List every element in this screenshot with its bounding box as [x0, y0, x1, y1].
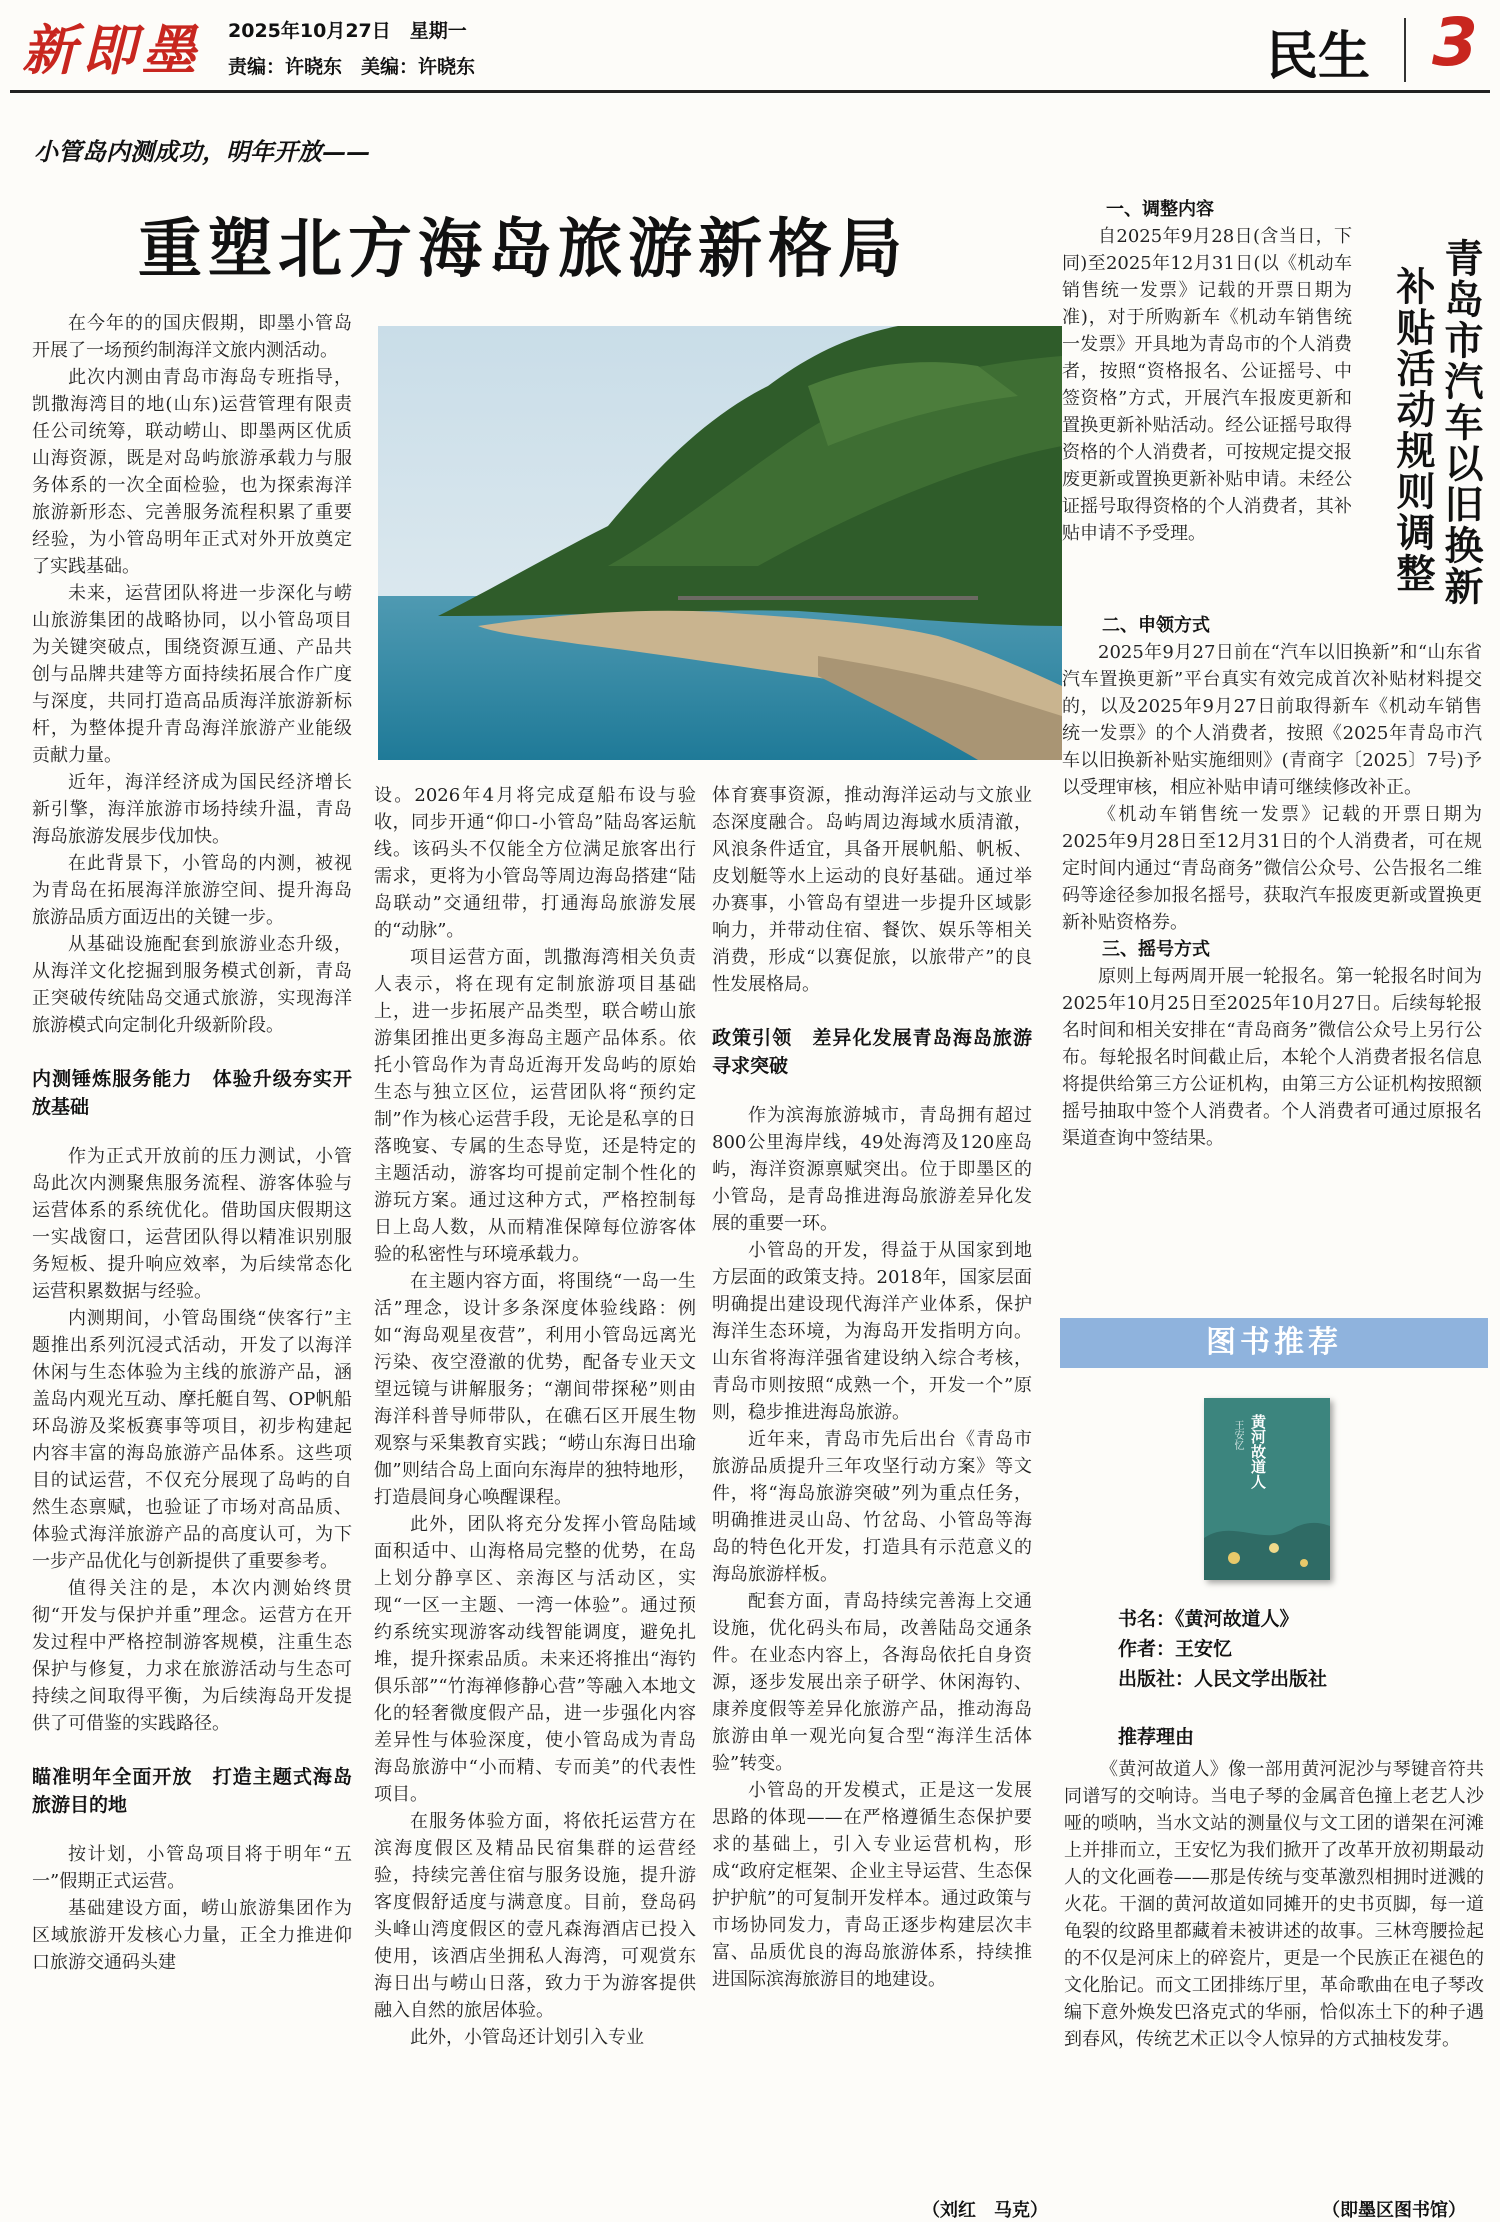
book-reason-label: 推荐理由 — [1118, 1726, 1195, 1748]
library-credit: （即墨区图书馆） — [1322, 2200, 1466, 2221]
book-author: 作者：王安忆 — [1118, 1638, 1233, 1660]
paragraph: 从基础设施配套到旅游业态升级，从海洋文化挖掘到服务模式创新，青岛正突破传统陆岛交通式旅游，实现海洋旅游模式向定制化升级新阶段。 — [32, 934, 352, 1036]
paragraph: 基础建设方面，崂山旅游集团作为区域旅游开发核心力量，正全力推进仰口旅游交通码头建 — [32, 1898, 352, 1973]
paragraph: 项目运营方面，凯撒海湾相关负责人表示，将在现有定制旅游项目基础上，进一步拓展产品类型，联合崂山旅游集团推出更多海岛主题产品体系。依托小管岛作为青岛近海开发岛屿的原始生态与独立区位，运营团队将“预约定制”作为核心运营手段，无论是私享的日落晚宴、专属的生态导览，还是特定的主题活动，游客均可提前定制个性化的游玩方案。通过这种方式，严格控制每日上岛人数，从而精准保障每位游客体验的私密性与环境承载力。 — [374, 947, 696, 1265]
masthead — [0, 0, 1500, 96]
paragraph: 近年来，青岛市先后出台《青岛市旅游品质提升三年攻坚行动方案》等文件，将“海岛旅游突破”列为重点任务，明确推进灵山岛、竹岔岛、小管岛等海岛的特色化开发，打造具有示范意义的海岛旅游样板。 — [712, 1429, 1032, 1585]
sidebar-sec1 — [1062, 196, 1352, 547]
island-photo-illustration — [378, 326, 1062, 760]
paragraph: 配套方面，青岛持续完善海上交通设施，优化码头布局，改善陆岛交通条件。在业态内容上，各海岛依托自身资源，逐步发展出亲子研学、休闲海钓、康养度假等差异化旅游产品，推动海岛旅游由单一观光向复合型“海洋生活体验”转变。 — [712, 1591, 1032, 1774]
book-recommend-banner — [1060, 1318, 1488, 1368]
article-headline: 重塑北方海岛旅游新格局 — [138, 213, 908, 287]
paragraph: 设。2026年4月将完成趸船布设与验收，同步开通“仰口-小管岛”陆岛客运航线。该码头不仅能全方位满足旅客出行需求，更将为小管岛等周边海岛搭建“陆岛联动”交通纽带，打通海岛旅游发展的“动脉”。 — [374, 785, 696, 941]
paragraph: 《黄河故道人》像一部用黄河泥沙与琴键音符共同谱写的交响诗。当电子琴的金属音色撞上老艺人沙哑的唢呐，当水文站的测量仪与文工团的谱架在河滩上并排而立，王安忆为我们掀开了改革开放初期最动人的文化画卷——那是传统与变革激烈相拥时迸溅的火花。干涸的黄河故道如同摊开的史书页脚，每一道龟裂的纹路里都藏着未被讲述的故事。三林弯腰捡起的不仅是河床上的碎瓷片，更是一个民族正在褪色的文化胎记。而文工团排练厅里，革命歌曲在电子琴改编下意外焕发巴洛克式的华丽，恰似冻土下的种子遇到春风，传统艺术正以令人惊异的方式抽枝发芽。 — [1064, 1759, 1484, 2050]
sidebar-sec-heading: 一、调整内容 — [1106, 199, 1214, 220]
book-info — [1118, 1604, 1327, 1752]
sidebar-title-line1: 青岛市汽车以旧换新 — [1438, 238, 1483, 607]
subheading: 政策引领 差异化发展青岛海岛旅游寻求突破 — [712, 1027, 1032, 1077]
paragraph: 值得关注的是，本次内测始终贯彻“开发与保护并重”理念。运营方在开发过程中严格控制游客规模，注重生态保护与修复，力求在旅游活动与生态可持续之间取得平衡，为后续海岛开发提供了可借鉴的实践路径。 — [32, 1578, 352, 1734]
subheading: 瞄准明年全面开放 打造主题式海岛旅游目的地 — [32, 1766, 352, 1816]
section-divider — [1404, 18, 1406, 82]
sidebar-sec-heading: 二、申领方式 — [1102, 615, 1210, 636]
sidebar-sec-heading: 三、摇号方式 — [1102, 939, 1210, 960]
paragraph: 《机动车销售统一发票》记载的开票日期为2025年9月28日至12月31日的个人消费者，可在规定时间内通过“青岛商务”微信公众号、公告报名二维码等途径参加报名摇号，获取汽车报废更新或置换更新补贴资格券。 — [1062, 804, 1482, 933]
article-credit: （刘红 马克） — [922, 2200, 1048, 2221]
book-cover — [1204, 1398, 1330, 1580]
book-publisher: 出版社：人民文学出版社 — [1118, 1668, 1328, 1690]
paragraph: 按计划，小管岛项目将于明年“五一”假期正式运营。 — [32, 1844, 352, 1892]
paragraph: 内测期间，小管岛围绕“侠客行”主题推出系列沉浸式活动，开发了以海洋休闲与生态体验为主线的旅游产品，涵盖岛内观光互动、摩托艇自驾、OP帆船环岛游及桨板赛事等项目，初步构建起内容丰富的海岛旅游产品体系。这些项目的试运营，不仅充分展现了岛屿的自然生态禀赋，也验证了市场对高品质、体验式海洋旅游产品的高度认可，为下一步产品优化与创新提供了重要参考。 — [32, 1308, 352, 1572]
sidebar-title — [1384, 238, 1484, 618]
paragraph: 小管岛的开发模式，正是这一发展思路的体现——在严格遵循生态保护要求的基础上，引入专业运营机构，形成“政府定框架、企业主导运营、生态保护护航”的可复制开发样本。通过政策与市场协同发力，青岛正逐步构建层次丰富、品质优良的海岛旅游体系，持续推进国际滨海旅游目的地建设。 — [712, 1780, 1032, 1990]
paragraph: 在今年的的国庆假期，即墨小管岛开展了一场预约制海洋文旅内测活动。 — [32, 313, 352, 361]
article-col3 — [712, 782, 1032, 1993]
paragraph: 在主题内容方面，将围绕“一岛一生活”理念，设计多条深度体验线路：例如“海岛观星夜营”，利用小管岛远离光污染、夜空澄澈的优势，配备专业天文望远镜与讲解服务；“潮间带探秘”则由海洋科普导师带队，在礁石区开展生物观察与采集教育实践；“崂山东海日出瑜伽”则结合岛上面向东海岸的独特地形，打造晨间身心唤醒课程。 — [374, 1271, 696, 1508]
book-recommend-title: 图书推荐 — [1206, 1325, 1342, 1360]
paragraph: 小管岛的开发，得益于从国家到地方层面的政策支持。2018年，国家层面明确提出建设现代海洋产业体系，保护海洋生态环境，为海岛开发指明方向。山东省将海洋强省建设纳入综合考核，青岛市则按照“成熟一个，开发一个”原则，稳步推进海岛旅游。 — [712, 1240, 1032, 1423]
book-name: 书名：《黄河故道人》 — [1118, 1608, 1299, 1630]
island-photo — [378, 326, 1062, 760]
paragraph: 未来，运营团队将进一步深化与崂山旅游集团的战略协同，以小管岛项目为关键突破点，围绕资源互通、产品共创与品牌共建等方面持续拓展合作广度与深度，共同打造高品质海洋旅游新标杆，为整体提升青岛海洋旅游产业能级贡献力量。 — [32, 583, 352, 766]
paragraph: 此外，小管岛还计划引入专业 — [410, 2027, 644, 2048]
masthead-rule — [10, 90, 1490, 93]
paragraph: 2025年9月27日前在“汽车以旧换新”和“山东省汽车置换更新”平台真实有效完成首次补贴材料提交的，以及2025年9月27日前取得新车《机动车销售统一发票》的个人消费者，按照《2025年青岛市汽车以旧换新补贴实施细则》(青商字〔2025〕7号)予以受理审核，相应补贴申请可继续修改补正。 — [1062, 642, 1482, 798]
paragraph: 此次内测由青岛市海岛专班指导，凯撒海湾目的地(山东)运营管理有限责任公司统筹，联动崂山、即墨两区优质山海资源，既是对岛屿旅游承载力与服务体系的一次全面检验，也为探索海洋旅游新形态、完善服务流程积累了重要经验，为小管岛明年正式对外开放奠定了实践基础。 — [32, 367, 352, 577]
paragraph: 作为正式开放前的压力测试，小管岛此次内测聚焦服务流程、游客体验与运营体系的系统优化。借助国庆假期这一实战窗口，运营团队得以精准识别服务短板、提升响应效率，为后续常态化运营积累数据与经验。 — [32, 1146, 352, 1302]
article-col1-top — [32, 310, 352, 1976]
book-cover-title: 黄河故道人 — [1249, 1414, 1267, 1489]
paragraph: 近年，海洋经济成为国民经济增长新引擎，海洋旅游市场持续升温，青岛海岛旅游发展步伐加快。 — [32, 772, 352, 847]
editors-line: 责编：许晓东 美编：许晓东 — [228, 56, 476, 78]
article-col2 — [374, 782, 696, 2051]
sidebar-sec2-3 — [1062, 612, 1482, 1152]
newspaper-logo: 新即墨 — [22, 18, 202, 82]
paragraph: 此外，团队将充分发挥小管岛陆域面积适中、山海格局完整的优势，在岛上划分静享区、亲海区与活动区，实现“一区一主题、一湾一体验”。通过预约系统实现游客动线智能调度，避免扎堆，提升探索品质。未来还将推出“海钓俱乐部”“竹海禅修静心营”等融入本地文化的轻奢微度假产品，进一步强化内容差异性与体验深度，使小管岛成为青岛海岛旅游中“小而精、专而美”的代表性项目。 — [374, 1514, 696, 1805]
paragraph: 在服务体验方面，将依托运营方在滨海度假区及精品民宿集群的运营经验，持续完善住宿与服务设施，提升游客度假舒适度与满意度。目前，登岛码头峰山湾度假区的壹凡森海酒店已投入使用，该酒店坐拥私人海湾，可观赏东海日出与崂山日落，致力于为游客提供融入自然的旅居体验。 — [374, 1811, 696, 2021]
paragraph: 自2025年9月28日(含当日，下同)至2025年12月31日(以《机动车销售统一发票》记载的开票日期为准)，对于所购新车《机动车销售统一发票》开具地为青岛市的个人消费者，按照“资格报名、公证摇号、中签资格”方式，开展汽车报废更新和置换更新补贴活动。经公证摇号取得资格的个人消费者，可按规定提交报废更新或置换更新补贴申请。未经公证摇号取得资格的个人消费者，其补贴申请不予受理。 — [1062, 226, 1352, 544]
subheading: 内测锤炼服务能力 体验升级夯实开放基础 — [32, 1068, 352, 1118]
paragraph: 原则上每两周开展一轮报名。第一轮报名时间为2025年10月25日至2025年10月27日。后续每轮报名时间和相关安排在“青岛商务”微信公众号上另行公布。每轮报名时间截止后，本轮个人消费者报名信息将提供给第三方公证机构，由第三方公证机构按照额摇号抽取中签个人消费者。个人消费者可通过原报名渠道查询中签结果。 — [1062, 966, 1482, 1149]
sidebar-title-line2: 补贴活动规则调整 — [1390, 266, 1435, 594]
paragraph: 作为滨海旅游城市，青岛拥有超过800公里海岸线，49处海湾及120座岛屿，海洋资源禀赋突出。位于即墨区的小管岛，是青岛推进海岛旅游差异化发展的重要一环。 — [712, 1105, 1032, 1234]
book-reason — [1064, 1756, 1484, 2053]
section-title: 民生 — [1266, 27, 1371, 87]
paragraph: 体育赛事资源，推动海洋运动与文旅业态深度融合。岛屿周边海域水质清澈，风浪条件适宜，具备开展帆船、帆板、皮划艇等水上运动的良好基础。通过举办赛事，小管岛有望进一步提升区域影响力，并带动住宿、餐饮、娱乐等相关消费，形成“以赛促旅，以旅带产”的良性发展格局。 — [712, 785, 1032, 995]
book-cover-author: 王安忆 — [1232, 1420, 1243, 1450]
paragraph: 在此背景下，小管岛的内测，被视为青岛在拓展海洋旅游空间、提升海岛旅游品质方面迈出的关键一步。 — [32, 853, 352, 928]
article-kicker: 小管岛内测成功，明年开放—— — [34, 137, 370, 166]
issue-date: 2025年10月27日 星期一 — [228, 20, 467, 42]
page-number: 3 — [1432, 4, 1478, 81]
